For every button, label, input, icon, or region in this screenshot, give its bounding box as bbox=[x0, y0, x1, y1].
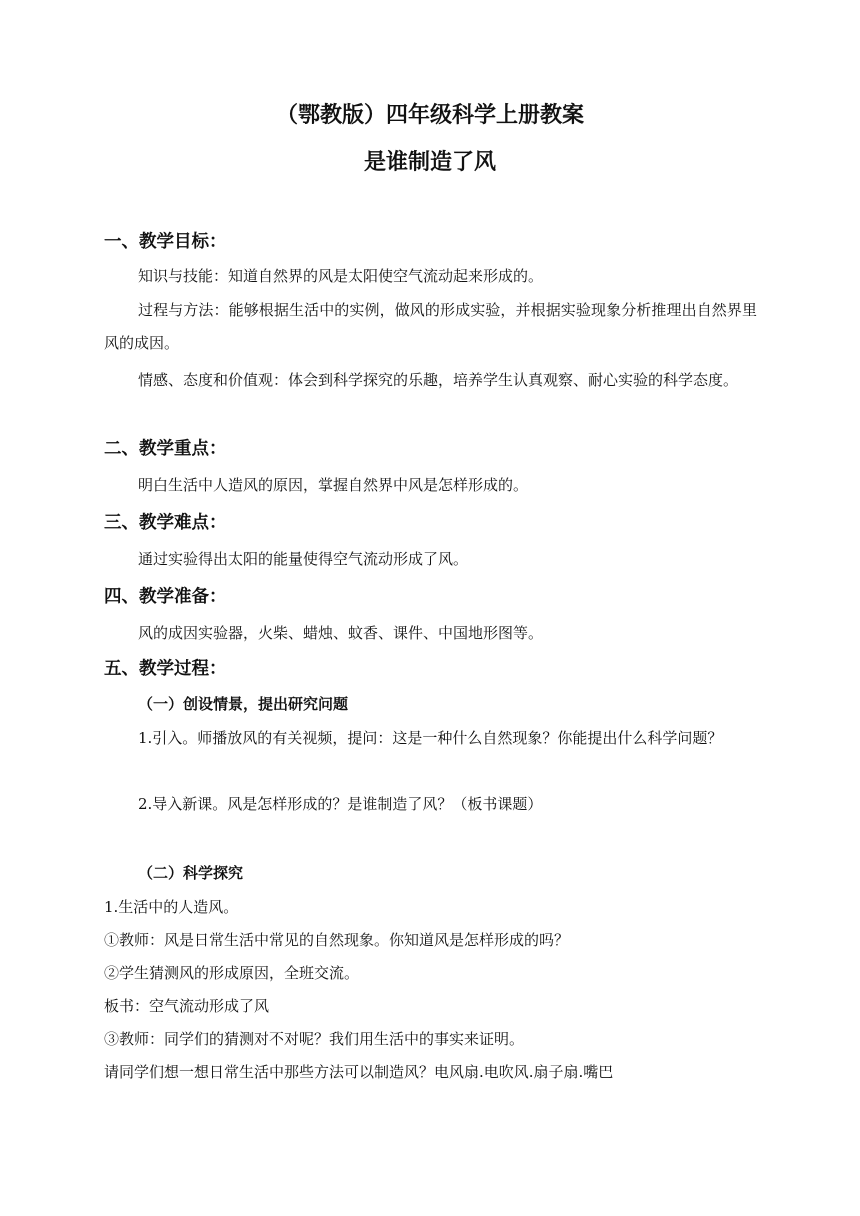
goal-knowledge-skills: 知识与技能：知道自然界的风是太阳使空气流动起来形成的。 bbox=[138, 267, 544, 285]
inquiry-step-teacher-proof: ③教师：同学们的猜测对不对呢？我们用生活中的事实来证明。 bbox=[104, 1030, 525, 1048]
inquiry-board-note: 板书：空气流动形成了风 bbox=[104, 997, 270, 1015]
heading-teaching-process: 五、教学过程： bbox=[104, 659, 227, 679]
goal-attitude-values: 情感、态度和价值观：体会到科学探究的乐趣，培养学生认真观察、耐心实验的科学态度。 bbox=[138, 371, 739, 389]
heading-teaching-goals: 一、教学目标： bbox=[104, 232, 227, 252]
key-points-text: 明白生活中人造风的原因，掌握自然界中风是怎样形成的。 bbox=[138, 476, 529, 494]
process-item-introduction: 1.引入。师播放风的有关视频，提问：这是一种什么自然现象？你能提出什么科学问题？ bbox=[138, 729, 723, 747]
process-item-new-lesson: 2.导入新课。风是怎样形成的？是谁制造了风？（板书课题） bbox=[138, 795, 543, 813]
inquiry-item-artificial-wind: 1.生活中的人造风。 bbox=[104, 898, 239, 916]
heading-difficulties: 三、教学难点： bbox=[104, 513, 227, 533]
preparation-text: 风的成因实验器，火柴、蜡烛、蚊香、课件、中国地形图等。 bbox=[138, 624, 544, 642]
subheading-situation: （一）创设情景，提出研究问题 bbox=[138, 695, 349, 713]
document-title: （鄂教版）四年级科学上册教案 bbox=[275, 103, 584, 128]
inquiry-wind-methods-question: 请同学们想一想日常生活中那些方法可以制造风？电风扇.电吹风.扇子扇.嘴巴 bbox=[104, 1063, 614, 1081]
difficulties-text: 通过实验得出太阳的能量使得空气流动形成了风。 bbox=[138, 550, 469, 568]
heading-key-points: 二、教学重点： bbox=[104, 439, 227, 459]
lesson-title: 是谁制造了风 bbox=[363, 150, 496, 175]
inquiry-step-student-guess: ②学生猜测风的形成原因，全班交流。 bbox=[104, 964, 360, 982]
heading-preparation: 四、教学准备： bbox=[104, 587, 227, 607]
subheading-inquiry: （二）科学探究 bbox=[138, 864, 244, 882]
inquiry-step-teacher-question: ①教师：风是日常生活中常见的自然现象。你知道风是怎样形成的吗？ bbox=[104, 931, 570, 949]
goal-process-methods: 过程与方法：能够根据生活中的实例，做风的形成实验，并根据实验现象分析推理出自然界里风的成因。 bbox=[104, 301, 757, 352]
